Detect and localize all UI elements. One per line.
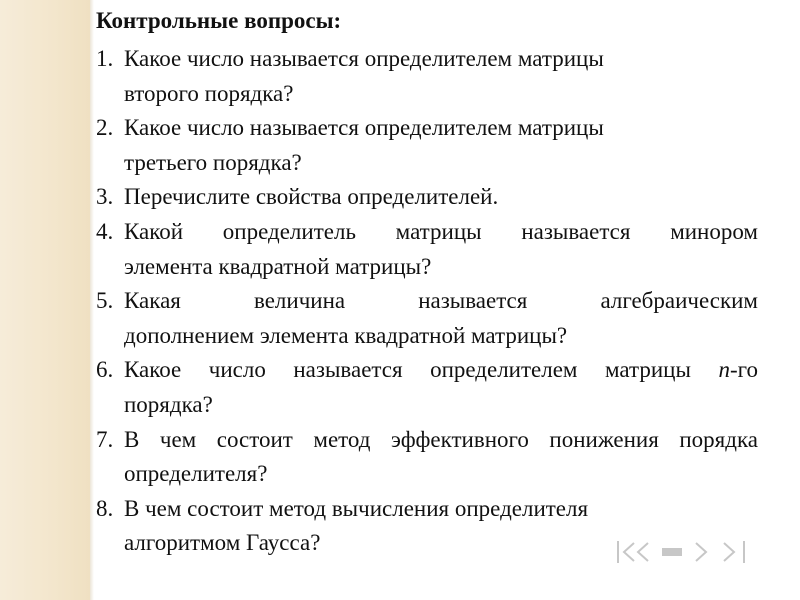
question-item-6 xyxy=(96,353,758,422)
variable-n: n xyxy=(718,357,730,383)
question-line: Какой определитель матрицы называется минором xyxy=(124,218,758,244)
question-text xyxy=(124,284,758,353)
question-number: 8. xyxy=(96,495,114,521)
question-line: Перечислите свойства определителей. xyxy=(124,184,499,210)
question-text xyxy=(124,353,758,422)
question-line: второго порядка? xyxy=(124,80,294,106)
question-line: дополнением элемента квадратной матрицы? xyxy=(124,322,568,348)
question-text xyxy=(124,180,758,215)
question-item-7 xyxy=(96,423,758,492)
question-line: Какое число называется определителем матрицы xyxy=(124,115,604,141)
question-line: В чем состоит метод эффективного понижения порядка xyxy=(124,426,758,452)
question-line: элемента квадратной матрицы? xyxy=(124,253,432,279)
decorative-band-edge xyxy=(90,0,94,600)
navigation-arrows-icon xyxy=(612,533,762,574)
question-line: порядка? xyxy=(124,391,213,417)
question-line: В чем состоит метод вычисления определителя xyxy=(124,495,589,521)
slide-title: Контрольные вопросы: xyxy=(96,8,342,33)
question-item-4 xyxy=(96,215,758,284)
question-text xyxy=(124,423,758,492)
question-line: Какая величина называется алгебраическим xyxy=(124,288,758,314)
question-text xyxy=(124,42,758,111)
question-line: алгоритмом Гаусса? xyxy=(124,530,321,556)
question-item-2 xyxy=(96,111,758,180)
question-text xyxy=(124,111,758,180)
question-item-1 xyxy=(96,42,758,111)
question-item-5 xyxy=(96,284,758,353)
question-number: 4. xyxy=(96,218,114,244)
question-line: третьего порядка? xyxy=(124,149,302,175)
question-number: 1. xyxy=(96,46,114,71)
questions-list xyxy=(96,42,758,561)
question-number: 3. xyxy=(96,184,114,210)
question-line: определителя? xyxy=(124,461,268,487)
question-line xyxy=(124,353,758,388)
question-line: Какое число называется определителем матрицы xyxy=(124,46,604,71)
question-text xyxy=(124,215,758,284)
question-item-3 xyxy=(96,180,758,215)
question-line-main: Какое число называется определителем матрицы xyxy=(124,357,691,383)
question-number: 5. xyxy=(96,288,114,314)
slide-content xyxy=(96,0,758,600)
decorative-left-band xyxy=(0,0,90,600)
question-number: 7. xyxy=(96,426,114,452)
variable-suffix: -го xyxy=(729,357,759,383)
question-number: 6. xyxy=(96,357,114,383)
question-number: 2. xyxy=(96,115,114,141)
